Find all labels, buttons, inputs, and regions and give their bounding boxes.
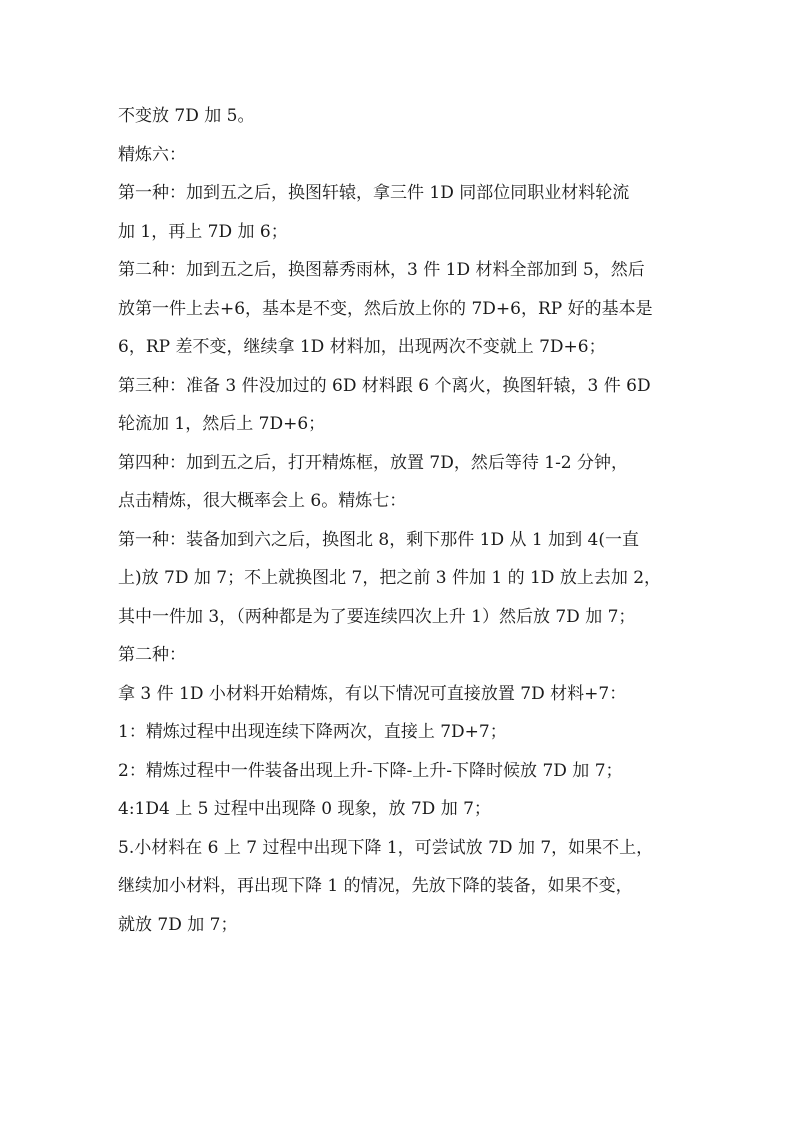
text-line: 第一种：装备加到六之后，换图北 8，剩下那件 1D 从 1 加到 4(一直	[118, 529, 639, 550]
text-line: 第一种：加到五之后，换图轩辕，拿三件 1D 同部位同职业材料轮流	[118, 183, 630, 203]
text-line: 点击精炼，很大概率会上 6。精炼七：	[118, 491, 407, 511]
text-line: 放第一件上去+6，基本是不变，然后放上你的 7D+6，RP 好的基本是	[118, 298, 653, 319]
text-line: 加 1，再上 7D 加 6；	[118, 221, 288, 242]
text-line: 继续加小材料，再出现下降 1 的情况，先放下降的装备，如果不变，	[118, 876, 633, 896]
text-line: 其中一件加 3，（两种都是为了要连续四次上升 1）然后放 7D 加 7；	[118, 606, 636, 627]
text-line: 1：精炼过程中出现连续下降两次，直接上 7D+7；	[118, 722, 507, 742]
text-line: 第二种：	[118, 645, 186, 665]
text-line: 5.小材料在 6 上 7 过程中出现下降 1，可尝试放 7D 加 7，如果不上，	[118, 837, 654, 858]
text-line: 第四种：加到五之后，打开精炼框，放置 7D，然后等待 1-2 分钟，	[118, 452, 629, 473]
text-line: 精炼六：	[118, 144, 186, 165]
text-line: 第三种：准备 3 件没加过的 6D 材料跟 6 个离火，换图轩辕，3 件 6D	[118, 375, 651, 396]
text-line: 拿 3 件 1D 小材料开始精炼，有以下情况可直接放置 7D 材料+7：	[118, 683, 627, 704]
text-line: 第二种：加到五之后，换图幕秀雨林，3 件 1D 材料全部加到 5，然后	[118, 260, 645, 280]
text-line: 轮流加 1，然后上 7D+6；	[118, 414, 326, 434]
text-line: 就放 7D 加 7；	[118, 914, 238, 935]
text-line: 不变放 7D 加 5。	[118, 106, 255, 126]
text-line: 6，RP 差不变，继续拿 1D 材料加，出现两次不变就上 7D+6；	[118, 337, 606, 357]
text-line: 上)放 7D 加 7；不上就换图北 7，把之前 3 件加 1 的 1D 放上去加 2，	[118, 568, 662, 588]
document-body	[118, 97, 678, 944]
text-line: 2：精炼过程中一件装备出现上升-下降-上升-下降时候放 7D 加 7；	[118, 760, 623, 781]
text-line: 4:1D4 上 5 过程中出现降 0 现象，放 7D 加 7；	[118, 799, 491, 819]
